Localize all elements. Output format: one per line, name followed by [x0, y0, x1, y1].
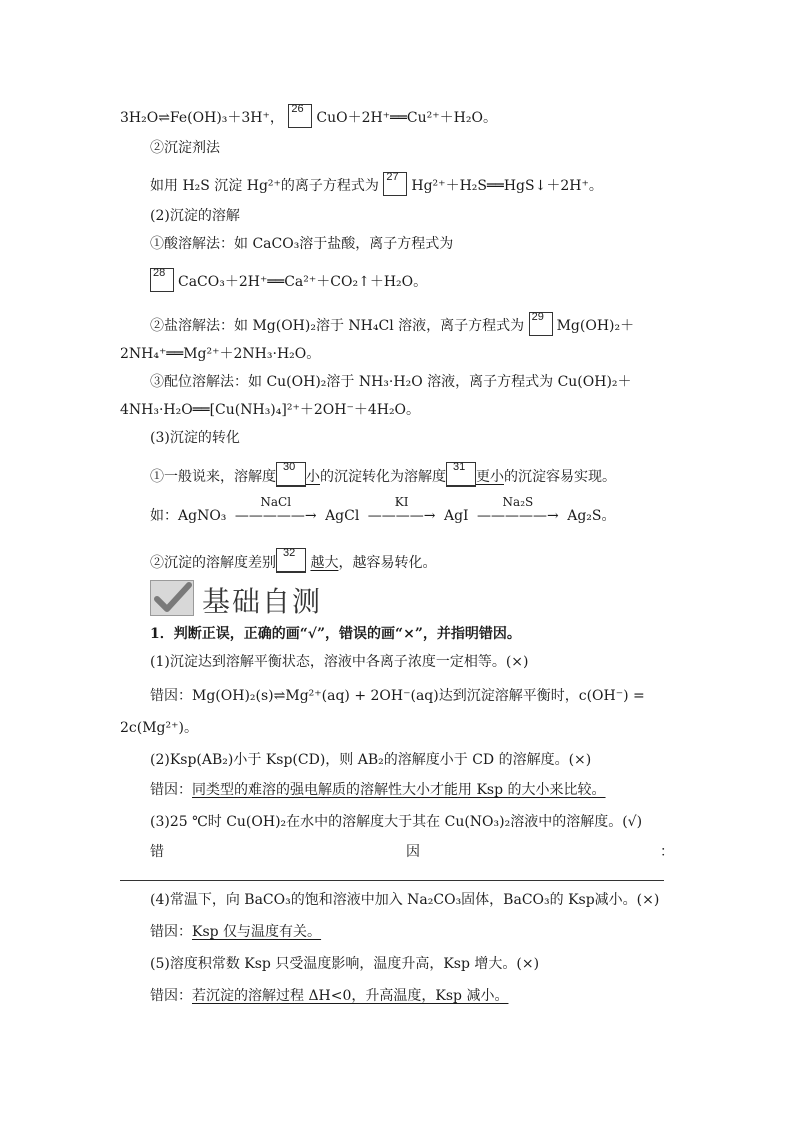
q1-item-1-reason-cont: 2c(Mg²⁺)。 — [120, 720, 198, 736]
line-9: ③配位溶解法：如 Cu(OH)₂溶于 NH₃·H₂O 溶液，离子方程式为 Cu(OH)₂＋ — [150, 374, 632, 390]
q1-item-5-reason: 错因：若沉淀的溶解过程 ΔH<0，升高温度，Ksp 减小。 — [150, 988, 509, 1004]
q1-item-2-reason: 错因：同类型的难溶的强电解质的溶解性大小才能用 Ksp 的大小来比较。 — [150, 782, 606, 798]
answer-box-31: 31 — [446, 462, 476, 487]
line-12: ①一般说来，溶解度 30 小的沉淀转化为溶解度 31 更小的沉淀容易实现。 — [150, 461, 616, 485]
section-title: 基础自测 — [202, 585, 323, 618]
line-7: ②盐溶解法：如 Mg(OH)₂溶于 NH₄Cl 溶液，离子方程式为 29 Mg(OH)₂＋ — [150, 311, 635, 334]
q1-item-3-reason-c: ： — [660, 844, 674, 860]
question-1: 1．判断正误，正确的画“√”，错误的画“×”，并指明错因。 — [150, 626, 521, 642]
q1-item-2: (2)Ksp(AB₂)小于 Ksp(CD)，则 AB₂的溶解度小于 CD 的溶解度。(×) — [150, 752, 592, 768]
section-heading — [150, 578, 350, 618]
line-5: ①酸溶解法：如 CaCO₃溶于盐酸，离子方程式为 — [150, 236, 454, 252]
q1-item-4: (4)常温下，向 BaCO₃的饱和溶液中加入 Na₂CO₃固体，BaCO₃的 Ksp减小。(×) — [150, 892, 660, 908]
q1-item-4-reason: 错因：Ksp 仅与温度有关。 — [150, 924, 322, 940]
blank-answer-line — [120, 880, 664, 881]
line-11: (3)沉淀的转化 — [150, 430, 240, 446]
answer-box-30: 30 — [276, 462, 306, 487]
answer-box-27: 27 — [383, 172, 407, 196]
answer-box-29: 29 — [529, 312, 553, 336]
line-10: 4NH₃·H₂O══[Cu(NH₃)₄]²⁺＋2OH⁻＋4H₂O。 — [120, 402, 421, 418]
answer-box-28: 28 — [150, 268, 174, 292]
line-2: ②沉淀剂法 — [150, 140, 220, 156]
q1-item-5: (5)溶度积常数 Ksp 只受温度影响，温度升高，Ksp 增大。(×) — [150, 956, 540, 972]
line-6: 28 CaCO₃＋2H⁺══Ca²⁺＋CO₂↑＋H₂O。 — [150, 268, 427, 292]
line-3: 如用 H₂S 沉淀 Hg²⁺的离子方程式为 27 Hg²⁺＋H₂S══HgS↓＋2H⁺。 — [150, 171, 603, 194]
reaction-arrow-2: KI ————→ — [367, 495, 436, 524]
reaction-arrow-1: NaCl —————→ — [234, 495, 317, 524]
q1-item-1: (1)沉淀达到溶解平衡状态，溶液中各离子浓度一定相等。(×) — [150, 654, 529, 670]
reaction-arrow-3: Na₂S —————→ — [477, 495, 559, 524]
line-4: (2)沉淀的溶解 — [150, 208, 240, 224]
checkmark-icon — [150, 580, 194, 616]
q1-item-3-reason-a: 错 — [150, 844, 164, 860]
answer-box-26: 26 — [288, 104, 312, 128]
q1-item-3: (3)25 ℃时 Cu(OH)₂在水中的溶解度大于其在 Cu(NO₃)₂溶液中的溶解度。(√) — [150, 814, 643, 830]
line-14: ②沉淀的溶解度差别 32 越大，越容易转化。 — [150, 547, 437, 571]
line-13: 如：AgNO₃ NaCl —————→ AgCl KI ————→ AgI Na₂S —————→ Ag₂S。 — [150, 495, 616, 524]
q1-item-1-reason: 错因：Mg(OH)₂(s)⇌Mg²⁺(aq) + 2OH⁻(aq)达到沉淀溶解平衡时，c(OH⁻) = — [150, 688, 645, 704]
line-8: 2NH₄⁺══Mg²⁺＋2NH₃·H₂O。 — [120, 346, 321, 362]
q1-item-3-reason-b: 因 — [406, 844, 420, 860]
line-1: 3H₂O⇌Fe(OH)₃＋3H⁺， 26 CuO＋2H⁺══Cu²⁺＋H₂O。 — [120, 103, 497, 126]
answer-box-32: 32 — [276, 548, 306, 573]
